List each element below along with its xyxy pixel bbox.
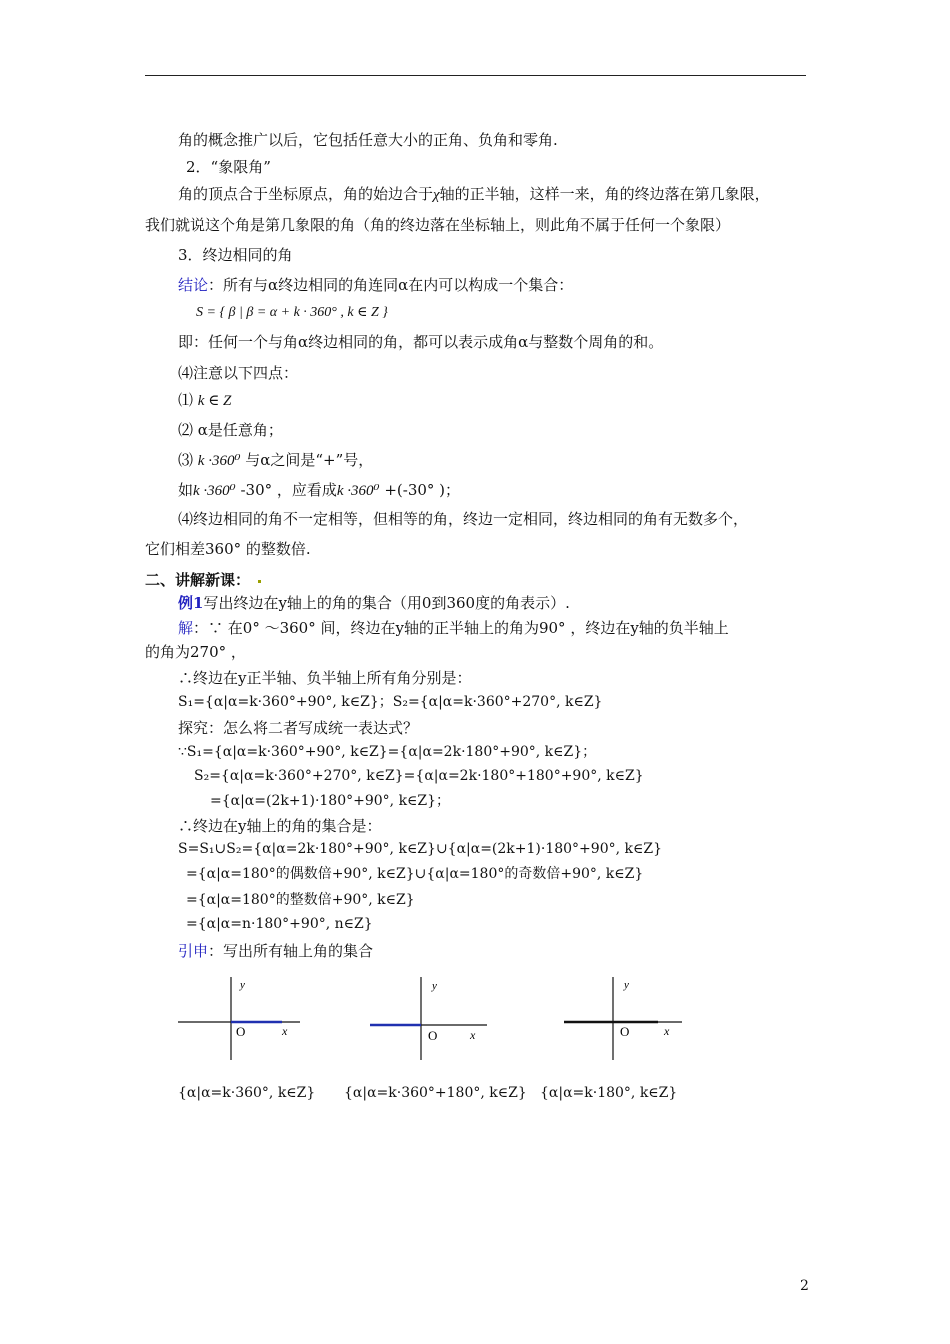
derivation-s1: ∵S₁={α|α=k·360°+90°, k∈Z}={α|α=2k·180°+90°, k∈Z}； xyxy=(178,744,597,760)
paragraph-quadrant-definition-cont: 我们就说这个角是第几象限的角（角的终边落在坐标轴上，则此角不属于任何一个象限） xyxy=(145,216,731,234)
paragraph-quadrant-definition: 角的顶点合于坐标原点，角的始边合于χ轴的正半轴，这样一来，角的终边落在第几象限， xyxy=(178,185,770,203)
x-axis-label: x xyxy=(282,1024,288,1038)
y-axis-label: y xyxy=(624,979,629,991)
y-axis-label: y xyxy=(432,980,437,992)
derivation-s2: S₂={α|α=k·360°+270°, k∈Z}={α|α=2k·180°+180°+90°, k∈Z} xyxy=(194,768,644,784)
axis-figure-1 xyxy=(170,972,310,1067)
header-rule xyxy=(145,75,806,76)
heading-coterminal-angles: 3．终边相同的角 xyxy=(178,246,293,264)
solution-label: 解 xyxy=(178,619,194,637)
union-line-2: ={α|α=180°的偶数倍+90°, k∈Z}∪{α|α=180°的奇数倍+90°, k∈Z} xyxy=(186,866,644,882)
origin-label: O xyxy=(236,1024,246,1039)
set-formula: S = { β | β = α + k · 360° , k ∈ Z } xyxy=(196,305,388,320)
point-4: ⑷终边相同的角不一定相等，但相等的角，终边一定相同，终边相同的角有无数多个， xyxy=(178,510,749,528)
axis-figure-2 xyxy=(362,972,502,1067)
origin-label: O xyxy=(620,1024,630,1039)
marker-dot xyxy=(258,580,261,583)
figure-3-caption: {α|α=k·180°, k∈Z} xyxy=(540,1085,678,1101)
union-line-4: ={α|α=n·180°+90°, n∈Z} xyxy=(186,916,373,932)
paragraph-explanation: 即：任何一个与角α终边相同的角，都可以表示成角α与整数个周角的和。 xyxy=(178,333,664,351)
paragraph-angle-generalization: 角的概念推广以后，它包括任意大小的正角、负角和零角. xyxy=(178,131,558,149)
point-4-cont: 它们相差360° 的整数倍. xyxy=(145,540,311,558)
y-axis-label: y xyxy=(240,979,245,991)
conclusion-line: 结论：所有与α终边相同的角连同α在内可以构成一个集合： xyxy=(178,276,574,294)
union-line-3: ={α|α=180°的整数倍+90°, k∈Z} xyxy=(186,892,415,908)
figure-1-caption: {α|α=k·360°, k∈Z} xyxy=(178,1085,316,1101)
heading-four-points: ⑷注意以下四点： xyxy=(178,364,299,382)
extension-line: 引申：写出所有轴上角的集合 xyxy=(178,942,374,960)
solution-sets: S₁={α|α=k·360°+90°, k∈Z}；S₂={α|α=k·360°+270°, k∈Z} xyxy=(178,694,603,710)
page-number: 2 xyxy=(800,1278,809,1294)
conclusion-y-axis: ∴终边在y轴上的角的集合是： xyxy=(178,817,382,835)
axis-figure-3 xyxy=(558,972,698,1067)
x-axis-label: x xyxy=(470,1028,476,1042)
figure-2-caption: {α|α=k·360°+180°, k∈Z} xyxy=(344,1085,527,1101)
x-axis-label: x xyxy=(664,1024,670,1038)
point-1: ⑴ k ∈ Z xyxy=(178,391,232,409)
conclusion-label: 结论 xyxy=(178,276,209,294)
section-heading-new-lesson: 二、讲解新课： xyxy=(145,570,261,590)
solution-step-1: ∴终边在y正半轴、负半轴上所有角分别是： xyxy=(178,669,472,687)
solution-line-cont: 的角为270° ， xyxy=(145,643,246,661)
point-3-example: 如k ·360⁰ -30° ，应看成k ·360⁰ +(-30° )； xyxy=(178,481,461,499)
example-1: 例1写出终边在y轴上的角的集合（用0到360度的角表示）. xyxy=(178,594,570,612)
extension-label: 引申 xyxy=(178,942,209,960)
explore-question: 探究：怎么将二者写成统一表达式？ xyxy=(178,719,419,737)
point-2: ⑵ α是任意角； xyxy=(178,421,283,439)
union-line-1: S=S₁∪S₂={α|α=2k·180°+90°, k∈Z}∪{α|α=(2k+1)·180°+90°, k∈Z} xyxy=(178,841,662,857)
derivation-s2-simplified: ={α|α=(2k+1)·180°+90°, k∈Z}； xyxy=(210,793,451,809)
solution-line: 解：∵ 在0° ～360° 间，终边在y轴的正半轴上的角为90° ，终边在y轴的负半轴上 xyxy=(178,619,729,637)
example-label: 例1 xyxy=(178,594,204,612)
heading-quadrant-angle: 2．“象限角” xyxy=(186,158,271,176)
point-3: ⑶ k ·360⁰ 与α之间是“+”号， xyxy=(178,451,374,469)
origin-label: O xyxy=(428,1028,438,1043)
